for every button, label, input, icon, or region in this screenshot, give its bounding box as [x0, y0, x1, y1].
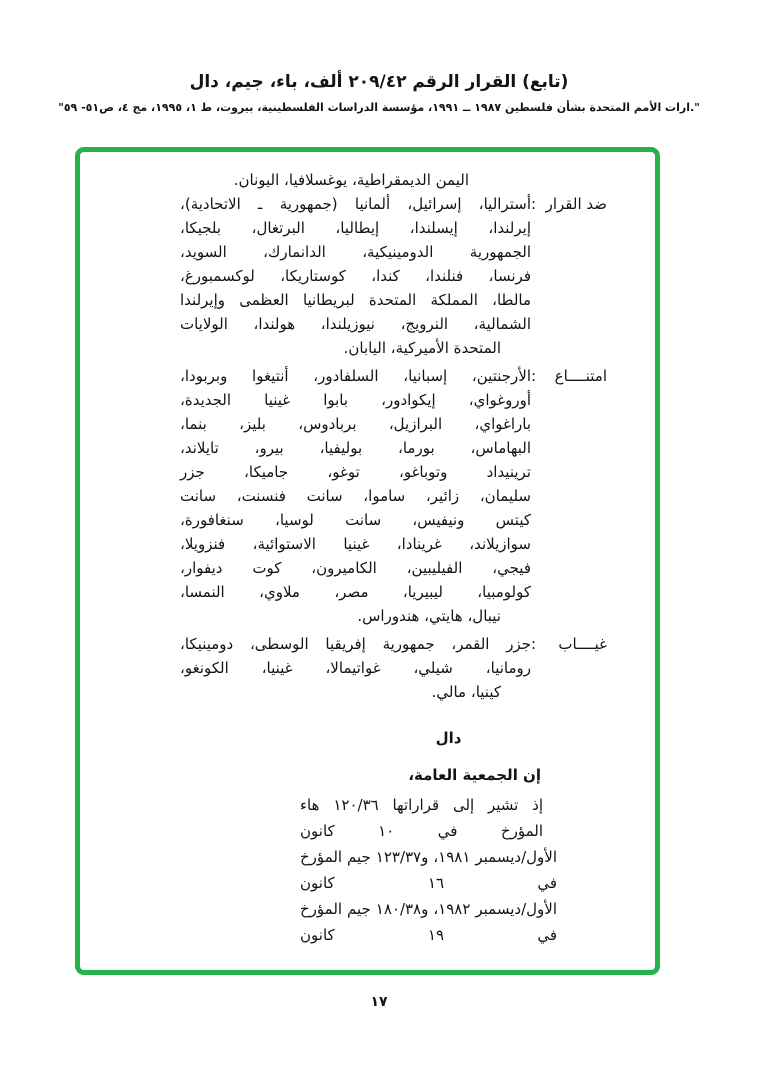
vote-country-lines	[180, 364, 531, 628]
vote-section-label	[531, 632, 607, 704]
text-line: كينيا، مالي.	[431, 683, 501, 701]
vote-section-absent	[180, 632, 607, 704]
text-line: المتحدة الأميركية، اليابان.	[343, 339, 501, 357]
text-line: ترينيداد وتوباغو، توغو، جاميكا، جزر	[180, 463, 531, 481]
section-d-body	[300, 762, 557, 948]
vote-section-label	[531, 364, 607, 628]
text-line: كيتس ونيفيس، سانت لوسيا، سنغافورة،	[180, 511, 531, 529]
text-line: أستراليا، إسرائيل، ألمانيا (جمهورية ـ الاتحادية)،	[180, 195, 531, 213]
vote-label-colon: :	[531, 367, 537, 385]
text-line: مالطا، المملكة المتحدة لبريطانيا العظمى وإيرلندا	[180, 291, 531, 309]
text-line: الجمهورية الدومينيكية، الدانمارك، السويد،	[180, 243, 531, 261]
continuation-line: اليمن الديمقراطية، يوغسلافيا، اليونان.	[233, 171, 469, 189]
page-number: ١٧	[370, 994, 388, 1010]
vote-continuation-row	[180, 168, 607, 192]
vote-label-colon: :	[531, 195, 537, 213]
page-title: (تابع) القرار الرقم ٢٠٩/٤٢ ألف، باء، جيم، دال	[189, 72, 569, 92]
vote-section-against	[180, 192, 607, 360]
resolution-body	[80, 152, 655, 948]
source-note: ".ارات الأمم المتحدة بشأن فلسطين ١٩٨٧ ــ ١٩٩١، مؤسسة الدراسات الفلسطينية، بيروت، ط ١، ١٩٩٥، مج ٤، ص٥١- ٥٩"	[58, 101, 700, 114]
text-line: الأول/ديسمبر ١٩٨٢، و١٨٠/٣٨ جيم المؤرخ في ١٩ كانون	[300, 900, 557, 944]
text-line: أوروغواي، إيكوادور، بابوا غينيا الجديدة،	[180, 391, 531, 409]
vote-label-colon: :	[531, 635, 537, 653]
text-line: إيرلندا، إيسلندا، إيطاليا، البرتغال، بلجيكا،	[180, 219, 531, 237]
recall-paragraph	[300, 792, 557, 948]
vote-section-abstain	[180, 364, 607, 628]
text-line: سليمان، زائير، ساموا، سانت فنسنت، سانت	[180, 487, 531, 505]
text-line: سوازيلاند، غرينادا، غينيا الاستوائية، فنزويلا،	[180, 535, 531, 553]
text-line: نيبال، هايتي، هندوراس.	[357, 607, 501, 625]
text-line: فرنسا، فنلندا، كندا، كوستاريكا، لوكسمبورغ،	[180, 267, 531, 285]
text-line: رومانيا، شيلي، غواتيمالا، غينيا، الكونغو،	[180, 659, 531, 677]
vote-label-text: غيــــاب	[558, 635, 607, 653]
vote-label-text: امتنــــاع	[554, 367, 607, 385]
text-line: إذ تشير إلى قراراتها ١٢٠/٣٦ هاء المؤرخ في ١٠ كانون	[300, 796, 544, 840]
vote-label-text: ضد القرار	[545, 195, 607, 213]
highlight-frame	[75, 147, 660, 975]
assembly-opening: إن الجمعية العامة،	[408, 766, 541, 784]
text-line: كولومبيا، ليبيريا، مصر، ملاوي، النمسا،	[180, 583, 531, 601]
text-line: باراغواي، البرازيل، بربادوس، بليز، بنما،	[180, 415, 531, 433]
text-line: الأرجنتين، إسبانيا، السلفادور، أنتيغوا وبربودا،	[180, 367, 531, 385]
page-header	[0, 72, 758, 114]
label-spacer	[531, 168, 607, 192]
vote-country-lines	[180, 632, 531, 704]
text-line: البهاماس، بورما، بوليفيا، بيرو، تايلاند،	[180, 439, 531, 457]
vote-country-lines	[180, 192, 531, 360]
text-line: الشمالية، النرويج، نيوزيلندا، هولندا، الولايات	[180, 315, 531, 333]
text-line: فيجي، الفيليبين، الكاميرون، كوت ديفوار،	[180, 559, 531, 577]
vote-section-label	[531, 192, 607, 360]
text-line: جزر القمر، جمهورية إفريقيا الوسطى، دومينيكا،	[180, 635, 531, 653]
text-line: الأول/ديسمبر ١٩٨١، و١٢٣/٣٧ جيم المؤرخ في ١٦ كانون	[300, 848, 557, 892]
section-heading-dal: دال	[435, 729, 462, 747]
